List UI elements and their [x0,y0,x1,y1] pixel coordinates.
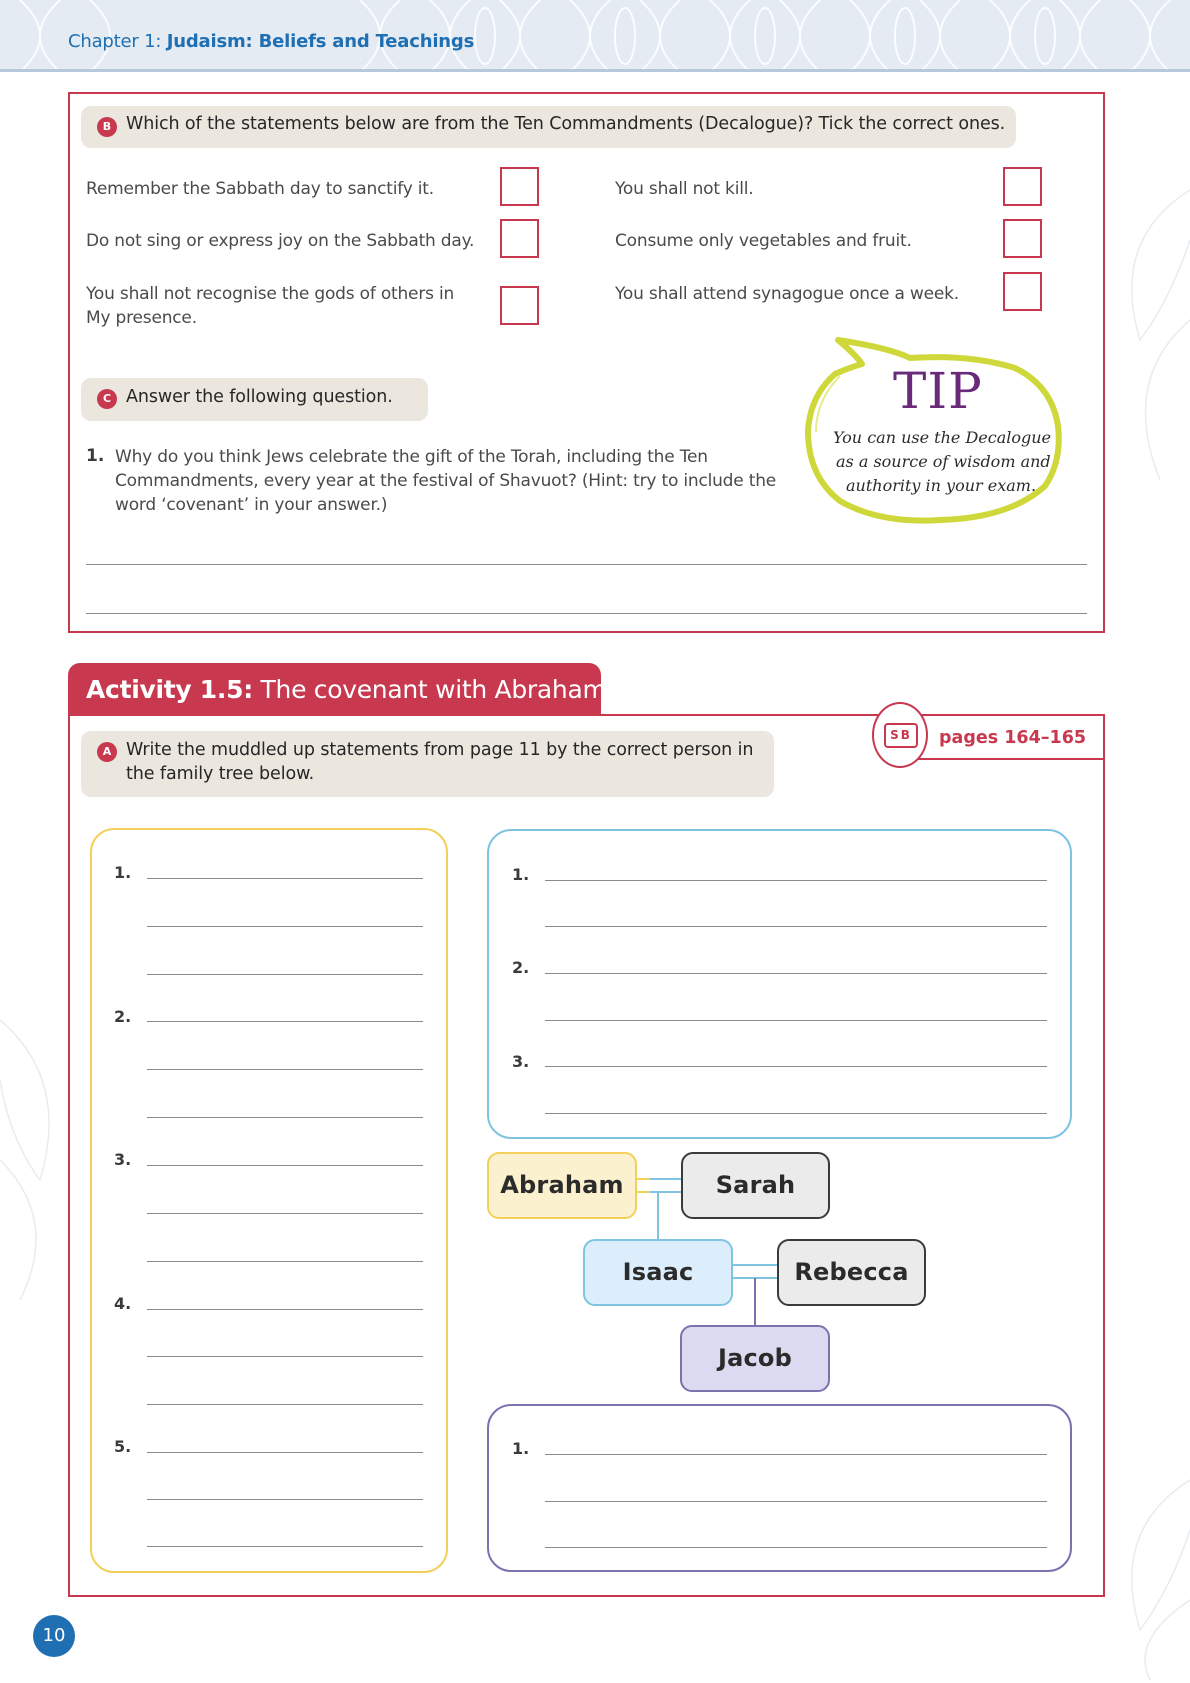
answer-line[interactable] [545,1547,1047,1548]
statement-right-3: You shall attend synagogue once a week. [615,284,959,304]
tree-node-isaac-label: Isaac [622,1258,694,1286]
section-a-instruction-line-2: the family tree below. [126,764,315,784]
tip-line-2: as a source of wisdom and [836,452,1051,471]
tip-line-3: authority in your exam. [846,476,1037,495]
tree-node-abraham-label: Abraham [500,1171,624,1199]
tree-node-sarah [681,1152,830,1219]
section-b-badge: B [97,117,117,137]
answer-line[interactable] [545,1501,1047,1502]
tree-node-rebecca-label: Rebecca [794,1258,909,1286]
answer-number: 2. [114,1007,132,1026]
statement-left-3: You shall not recognise the gods of others in [86,284,455,304]
tree-node-jacob-label: Jacob [717,1344,793,1372]
answer-number: 1. [512,865,530,884]
answer-number: 2. [512,958,530,977]
tree-node-jacob [680,1325,830,1392]
answer-number: 3. [114,1150,132,1169]
tree-node-isaac [583,1239,733,1306]
question-number: 1. [86,446,105,466]
chapter-prefix: Chapter 1: [68,31,162,52]
chapter-title: Judaism: Beliefs and Teachings [166,31,475,52]
statement-left-2: Do not sing or express joy on the Sabbath day. [86,231,475,251]
answer-number: 5. [114,1437,132,1456]
answer-number: 3. [512,1052,530,1071]
page-number: 10 [33,1615,75,1657]
statement-left-1: Remember the Sabbath day to sanctify it. [86,179,434,199]
section-b-instruction: Which of the statements below are from the Ten Commandments (Decalogue)? Tick the correct ones. [126,114,1006,134]
activity-name: The covenant with Abraham [260,675,607,704]
tip-line-1: You can use the Decalogue [833,428,1052,447]
tree-node-rebecca [777,1239,926,1306]
answer-number: 1. [114,863,132,882]
section-c-instruction: Answer the following question. [126,387,393,407]
sb-icon-text: SB [890,728,912,742]
pages-reference[interactable]: pages 164–165 [939,728,1087,748]
statement-right-2: Consume only vegetables and fruit. [615,231,912,251]
section-c-badge: C [97,389,117,409]
question-line-3: word ‘covenant’ in your answer.) [115,495,388,515]
tree-node-abraham [487,1152,637,1219]
statement-left-3-cont: My presence. [86,308,197,328]
section-a-instruction-line-1: Write the muddled up statements from page 11 by the correct person in [126,740,754,760]
answer-line[interactable] [545,1454,1047,1455]
activity-label: Activity 1.5: [86,675,253,704]
section-a-badge: A [97,742,117,762]
answer-number: 4. [114,1294,132,1313]
tip-title: TIP [893,362,983,420]
answer-number: 1. [512,1439,530,1458]
question-line-1: Why do you think Jews celebrate the gift of the Torah, including the Ten [115,447,708,467]
statement-right-1: You shall not kill. [615,179,754,199]
tree-node-sarah-label: Sarah [715,1171,796,1199]
question-line-2: Commandments, every year at the festival of Shavuot? (Hint: try to include the [115,471,777,491]
